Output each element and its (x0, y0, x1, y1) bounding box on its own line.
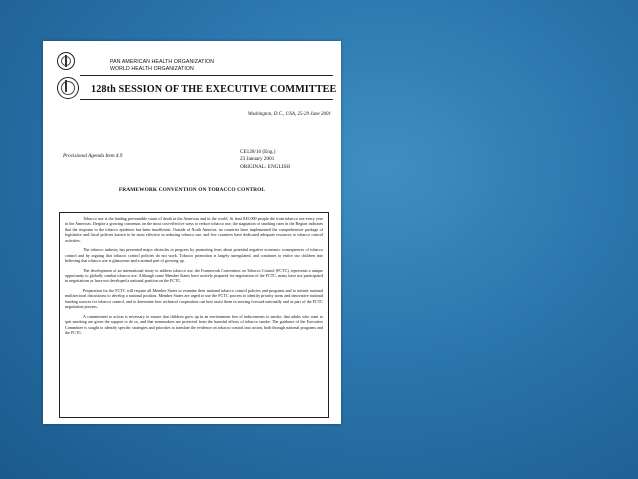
document-date: 23 January 2001 (240, 156, 275, 163)
original-language: ORIGINAL: ENGLISH (240, 163, 290, 170)
header-rule-bottom (80, 99, 333, 100)
session-title: 128th SESSION OF THE EXECUTIVE COMMITTEE (91, 84, 337, 95)
document-reference: CE128/16 (Eng.) (240, 149, 276, 155)
agenda-item: Provisional Agenda Item 4.9 (63, 153, 123, 159)
who-logo-icon (57, 77, 79, 99)
summary-paragraph: Tobacco use is the leading preventable cause of death in the Americas and in the world. At least 845,000 people die from tobacco use every year in the Americas. Despite a growing consensus on the most cost-effective ways to reduce tobacco use, the stagnation of smoking rates in the Region indicates that the response to the tobacco epidemic has been insufficient. Outside of North America, no countries have implemented the comprehensive package of legislative and fiscal policies known to be most effective in reducing tobacco use, and few countries have dedicated adequate resources to tobacco control activities. (65, 216, 323, 243)
summary-paragraph: The development of an international treaty to address tobacco use, the Framework Convention on Tobacco Control (FCTC), represents a unique opportunity to globally combat tobacco use. Although some Member States have actively prepared for negotiation of the FCTC, many have not participated in negotiations or have not developed a national position on the FCTC. (65, 267, 323, 284)
summary-paragraph: The tobacco industry has presented major obstacles to progress by promoting fears about potential negative economic consequences of tobacco control and by arguing that tobacco control policies do not work. Tobacco promotion is largely unregulated, and continues to entice our children into believing that tobacco use is glamorous and a normal part of growing up. (65, 247, 323, 264)
org-name-who: WORLD HEALTH ORGANIZATION (110, 66, 194, 72)
document-page (43, 41, 341, 424)
document-title: FRAMEWORK CONVENTION ON TOBACCO CONTROL (118, 187, 266, 193)
summary-paragraph: A commitment to action is necessary to ensure that children grow up in an environment free of inducements to smoke, that adults who want to quit smoking are given the support to do so, and that nonsmokers are protected from the harmful effects of tobacco smoke. The guidance of the Executive Committee is sought to identify specific strategies and priorities to translate the evidence on tobacco control into action, both through national programs and the FCTC. (65, 313, 323, 336)
reference-block (240, 149, 290, 171)
paho-logo-icon (57, 52, 75, 70)
place-date: Washington, D.C., USA, 25-29 June 2001 (247, 112, 331, 117)
header-rule-top (80, 75, 333, 76)
org-name-paho: PAN AMERICAN HEALTH ORGANIZATION (110, 59, 215, 65)
summary-paragraph: Preparation for the FCTC will require all Member States to examine their national tobacco control policies and programs and to initiate national multisectoral discussions to develop a national position. Member States are urged to use the FCTC process to identify priority areas and innovative national funding sources for tobacco control, and to determine how technical cooperation can best assist them in moving forward nationally and as part of the FCTC negotiation process. (65, 288, 323, 310)
summary-box (59, 212, 329, 418)
